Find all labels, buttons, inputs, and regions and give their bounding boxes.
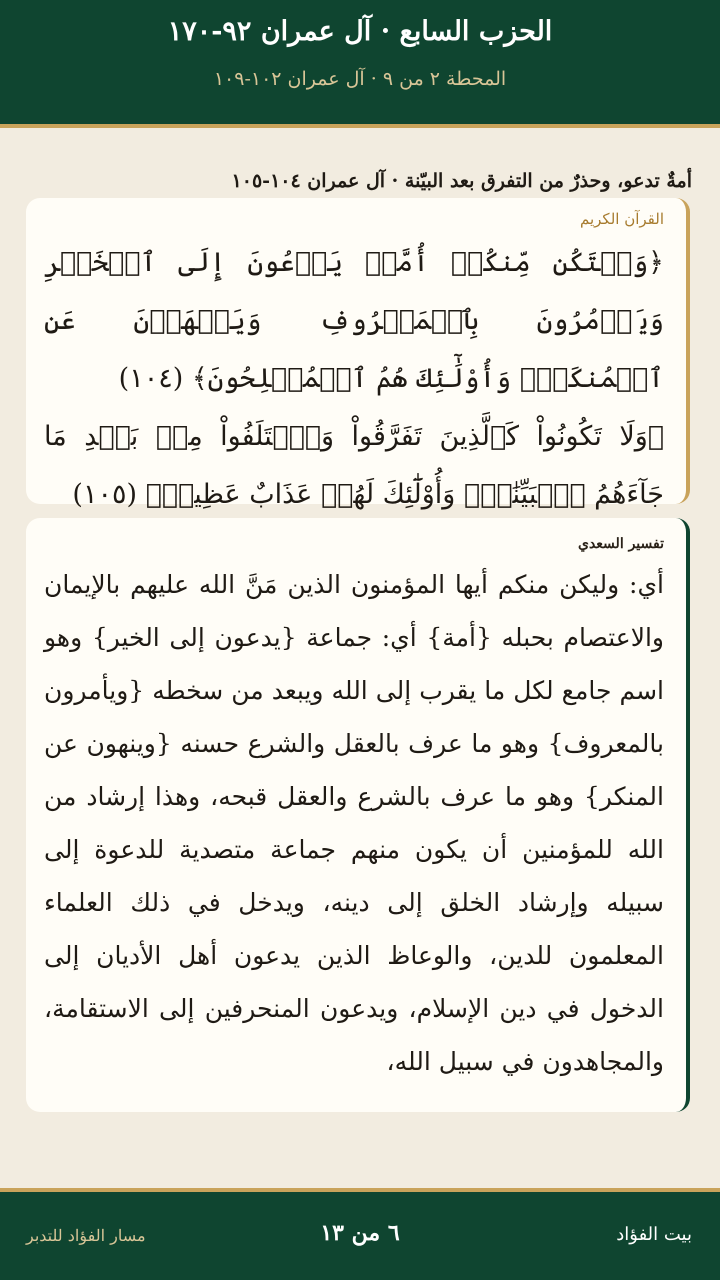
header-subtitle: المحطة ٢ من ٩ · آل عمران ١٠٢-١٠٩ (213, 68, 507, 90)
section-title: أمةٌ تدعو، وحذرٌ من التفرق بعد البيّنة · آل عمران ١٠٤-١٠٥ (231, 170, 692, 192)
path-label[interactable]: مسار الفؤاد للتدبر (26, 1226, 146, 1245)
tafsir-card[interactable] (26, 518, 690, 1112)
header-bar (0, 0, 720, 128)
header-title: الحزب السابع · آل عمران ٩٢-١٧٠ (167, 16, 553, 47)
tafsir-text: أي: وليكن منكم أيها المؤمنون الذين مَنَّ الله عليهم بالإيمان والاعتصام بحبله {أمة} أي: جماعة {يدعون إلى الخير} وهو اسم جامع لكل ما يقرب إلى الله ويبعد من سخطه {ويأمرون بالمعروف} وهو ما عرف بالعقل والشرع حسنه {وينهون عن المنكر} وهو ما عرف بالشرع والعقل قبحه، وهذا إرشاد من الله للمؤمنين أن يكون منهم جماعة متصدية للدعوة إلى سبيله وإرشاد الخلق إلى دينه، ويدخل في ذلك العلماء المعلمون للدين، والوعاظ الذين يدعون أهل الأديان إلى الدخول في دين الإسلام، ويدعون المنحرفين إلى الاستقامة، والمجاهدون في سبيل الله، (44, 570, 664, 1076)
quran-card (26, 198, 690, 510)
page-indicator: ٦ من ١٣ (320, 1220, 400, 1246)
verse-105: ﴿وَلَا تَكُونُواْ كَٱلَّذِينَ تَفَرَّقُواْ وَٱخۡتَلَفُواْ مِنۢ بَعۡدِ مَا جَآءَهُمُ ٱلۡبَيِّنَٰتُۚ وَأُوْلَٰٓئِكَ لَهُمۡ عَذَابٌ عَظِيمٞ﴾ (١٠٥) (44, 421, 664, 510)
footer-bar (0, 1188, 720, 1280)
verse-104: ﴿وَلۡتَكُن مِّنكُمۡ أُمَّةٞ يَدۡعُونَ إِلَى ٱلۡخَيۡرِ وَيَأۡمُرُونَ بِٱلۡمَعۡرُوفِ وَيَنۡهَوۡنَ عَنِ ٱلۡمُنكَرِۚ وَأُوْلَٰٓئِكَ هُمُ ٱلۡمُفۡلِحُونَ﴾ (١٠٤) (44, 247, 664, 394)
tafsir-card-label: تفسير السعدي (578, 536, 664, 552)
app-name[interactable]: بيت الفؤاد (616, 1224, 692, 1245)
quran-card-label: القرآن الكريم (579, 210, 664, 228)
